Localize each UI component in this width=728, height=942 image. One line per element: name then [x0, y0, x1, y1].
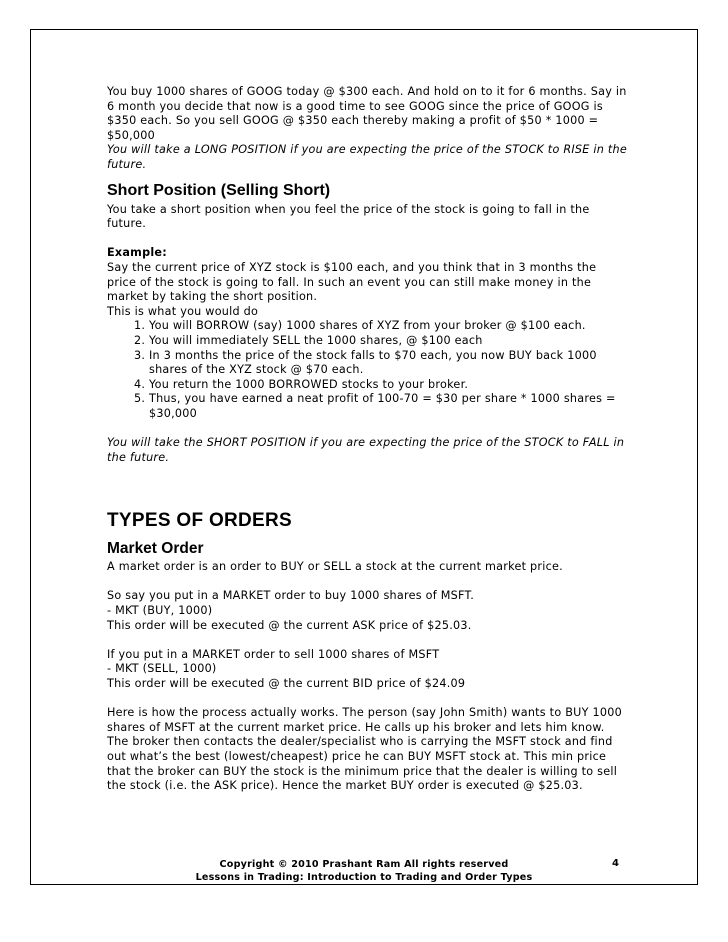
- short-position-intro: You take a short position when you feel the price of the stock is going to fall in the future.: [107, 202, 590, 231]
- steps-intro: This is what you would do: [107, 304, 259, 318]
- short-position-heading: Short Position (Selling Short): [107, 181, 331, 199]
- market-order-definition: A market order is an order to BUY or SELL a stock at the current market price.: [107, 560, 563, 574]
- list-item: 5. Thus, you have earned a neat profit of 100-70 = $30 per share * 1000 shares = $30,000: [149, 392, 627, 421]
- example-text: Say the current price of XYZ stock is $100 each, and you think that in 3 months the price of the stock is going to fall. In such an event you can still make money in the market by taking the short position.: [107, 260, 597, 304]
- short-steps-list: [107, 319, 627, 421]
- list-item: 4. You return the 1000 BORROWED stocks to your broker.: [149, 378, 627, 393]
- buy-example-line: So say you put in a MARKET order to buy 1000 shares of MSFT.: [107, 589, 475, 603]
- list-item: 3. In 3 months the price of the stock falls to $70 each, you now BUY back 1000 shares of the XYZ stock @ $70 each.: [149, 349, 627, 378]
- page-footer: [30, 858, 698, 884]
- list-item: 1. You will BORROW (say) 1000 shares of XYZ from your broker @ $100 each.: [149, 319, 627, 334]
- process-paragraph: Here is how the process actually works. The person (say John Smith) wants to BUY 1000 shares of MSFT at the current market price. He calls up his broker and lets him know. The broker then contacts the dealer/specialist who is carrying the MSFT stock and find out what’s the best (lowest/cheapest) price he can BUY MSFT stock at. This min price that the broker can BUY the stock is the minimum price that the dealer is willing to sell the stock (i.e. the ASK price). Hence the market BUY order is executed @ $25.03.: [107, 706, 622, 793]
- buy-example-line: This order will be executed @ the current ASK price of $25.03.: [107, 618, 472, 632]
- list-item: 2. You will immediately SELL the 1000 shares, @ $100 each: [149, 334, 627, 349]
- footer-copyright: Copyright © 2010 Prashant Ram All rights reserved: [219, 859, 509, 870]
- short-position-note: [107, 436, 627, 465]
- sell-example-line: This order will be executed @ the current BID price of $24.09: [107, 677, 466, 690]
- short-position-note-text: You will take the SHORT POSITION if you are expecting the price of the STOCK to FALL in the future.: [107, 436, 625, 464]
- long-example-paragraph: You buy 1000 shares of GOOG today @ $300 each. And hold on to it for 6 months. Say in 6 month you decide that now is a good time to see GOOG since the price of GOOG is $350 each. So you sell GOOG @ $350 each thereby making a profit of $50 * 1000 = $50,000: [107, 85, 627, 142]
- page-content: [107, 85, 627, 794]
- example-label: Example:: [107, 246, 167, 260]
- types-of-orders-heading: TYPES OF ORDERS: [107, 510, 293, 532]
- long-position-note: [107, 143, 627, 172]
- sell-example-line: - MKT (SELL, 1000): [107, 662, 217, 676]
- buy-example-line: - MKT (BUY, 1000): [107, 604, 213, 618]
- market-order-heading: Market Order: [107, 540, 204, 558]
- sell-example-line: If you put in a MARKET order to sell 1000 shares of MSFT: [107, 647, 440, 661]
- long-position-note-text: You will take a LONG POSITION if you are expecting the price of the STOCK to RISE in the future.: [107, 143, 628, 171]
- footer-subtitle: Lessons in Trading: Introduction to Trading and Order Types: [195, 872, 533, 883]
- page-number: 4: [612, 858, 619, 869]
